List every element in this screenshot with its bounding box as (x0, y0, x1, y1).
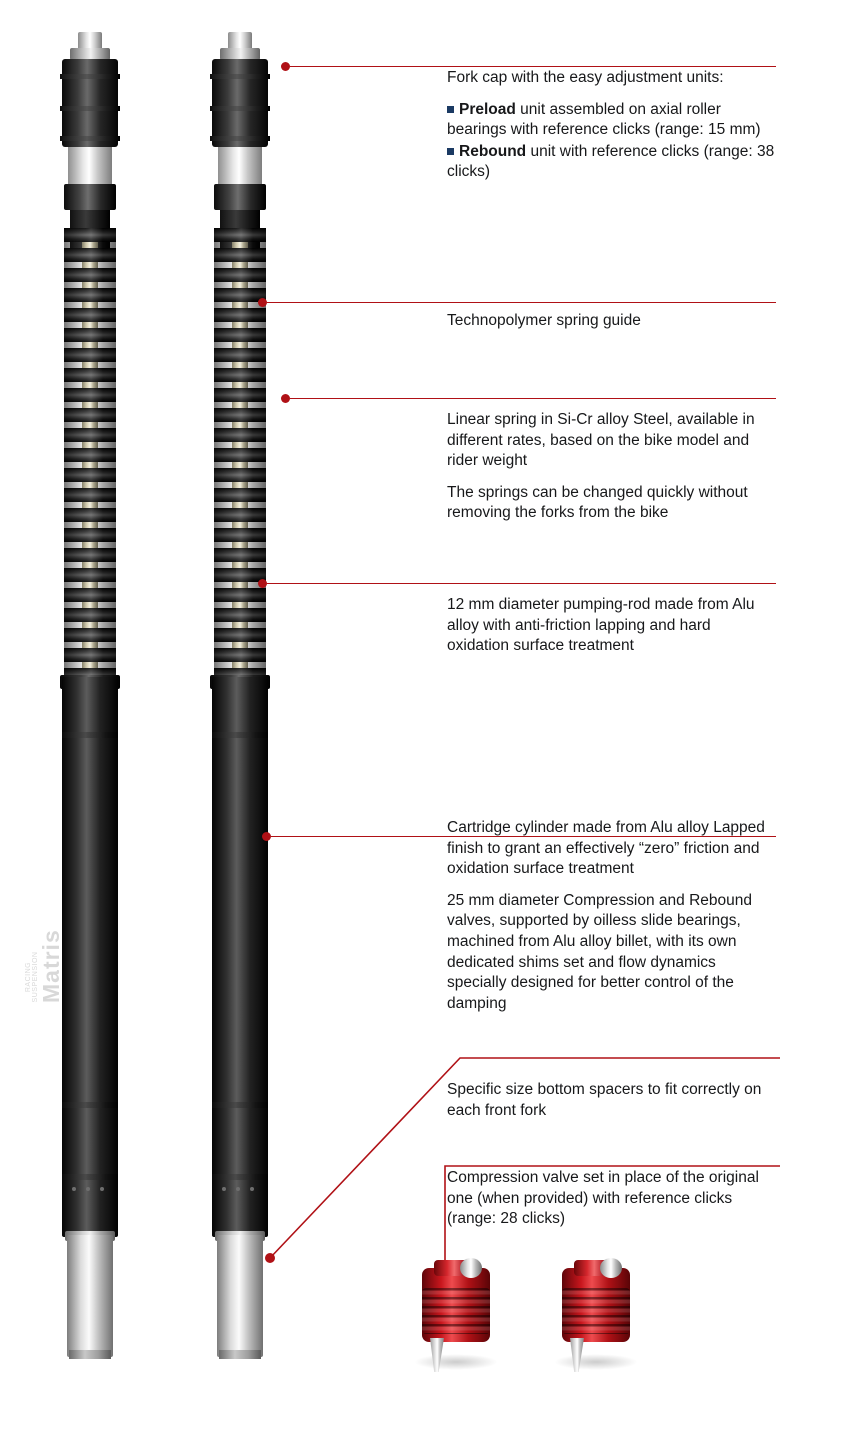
preload-text: unit assembled on axial roller bearings with reference clicks (range: 15 mm) (447, 100, 761, 139)
fork-spring-shading (214, 228, 266, 680)
valve-adjuster-screw (600, 1258, 622, 1278)
leader-line-fork-cap (290, 66, 776, 67)
cartridge-ports (220, 1187, 260, 1192)
bottom-spacers-text: Specific size bottom spacers to fit correctly on each front fork (447, 1081, 762, 1119)
leader-dot-spring-guide (258, 298, 267, 307)
fork-cap-ring (210, 106, 270, 111)
bullet-square-icon (447, 148, 454, 155)
fork-cap-intro: Fork cap with the easy adjustment units: (447, 69, 724, 86)
bottom-spacer-end (69, 1350, 111, 1359)
cartridge-ports (70, 1187, 110, 1192)
cartridge-band (62, 1102, 118, 1108)
callout-text-spring (447, 410, 767, 524)
fork-cap (212, 59, 268, 147)
rebound-label: Rebound (459, 142, 527, 160)
callout-text-cartridge (447, 818, 772, 1014)
fork-assembly-left (25, 32, 122, 1362)
brand-subtitle: RACING SUSPENSION (25, 951, 39, 1003)
callout-text-spring-guide (447, 311, 777, 332)
fork-cap-ring (60, 106, 120, 111)
callout-text-compression-valve (447, 1168, 765, 1230)
fork-cap-ring (210, 136, 270, 141)
leader-dot-fork-cap (281, 62, 290, 71)
pumping-rod-text: 12 mm diameter pumping-rod made from Alu alloy with anti-friction lapping and hard oxidation surface treatment (447, 596, 755, 655)
spring-guide-text: Technopolymer spring guide (447, 312, 641, 329)
spring-text-1: Linear spring in Si-Cr alloy Steel, available in different rates, based on the bike model and rider weight (447, 411, 755, 470)
fork-lower-cap-ring (64, 184, 116, 210)
valve-adjuster-screw (460, 1258, 482, 1278)
leader-line-spring (290, 398, 776, 399)
valve-fins (422, 1288, 490, 1334)
fork-cap-ring (60, 74, 120, 79)
fork-cap-ring (210, 74, 270, 79)
rebound-text: unit with reference clicks (range: 38 clicks) (447, 142, 775, 181)
preload-label: Preload (459, 100, 516, 118)
leader-line-spring-guide (267, 302, 776, 303)
fork-cap-bullet-preload (447, 100, 777, 141)
fork-cap-ring (60, 136, 120, 141)
fork-cap (62, 59, 118, 147)
brand-name: Matris (38, 929, 64, 1003)
cartridge-text-2: 25 mm diameter Compression and Rebound valves, supported by oilless slide bearings, machined from Alu alloy billet, with its own dedicated shims set and flow dynamics specially designed for better control of the damping (447, 891, 752, 1012)
brand-logo (25, 929, 155, 1003)
leader-dot-pumping-rod (258, 579, 267, 588)
fork-lower-cap-ring (214, 184, 266, 210)
leader-dot-spring (281, 394, 290, 403)
bullet-square-icon (447, 106, 454, 113)
cartridge-band (212, 732, 268, 738)
spring-text-2: The springs can be changed quickly without removing the forks from the bike (447, 483, 748, 522)
compression-valve-text: Compression valve set in place of the original one (when provided) with reference clicks (range: 28 clicks) (447, 1169, 759, 1228)
bottom-spacer-end (219, 1350, 261, 1359)
callout-text-pumping-rod (447, 595, 767, 657)
valve-shadow (414, 1354, 498, 1370)
callout-text-bottom-spacers (447, 1080, 767, 1121)
valve-fins (562, 1288, 630, 1334)
cartridge-band (62, 732, 118, 738)
compression-valve-left (408, 1258, 504, 1376)
cartridge-text-1: Cartridge cylinder made from Alu alloy Lapped finish to grant an effectively “zero” friction and oxidation surface treatment (447, 819, 765, 878)
bottom-spacer (67, 1235, 113, 1357)
leader-dot-cartridge (262, 832, 271, 841)
fork-spring-shading (64, 228, 116, 680)
fork-cap-bullet-rebound (447, 142, 777, 183)
compression-valve-right (548, 1258, 644, 1376)
valve-shadow (554, 1354, 638, 1370)
callout-text-fork-cap (447, 68, 777, 184)
leader-line-pumping-rod (267, 583, 776, 584)
cartridge-band (62, 1174, 118, 1180)
